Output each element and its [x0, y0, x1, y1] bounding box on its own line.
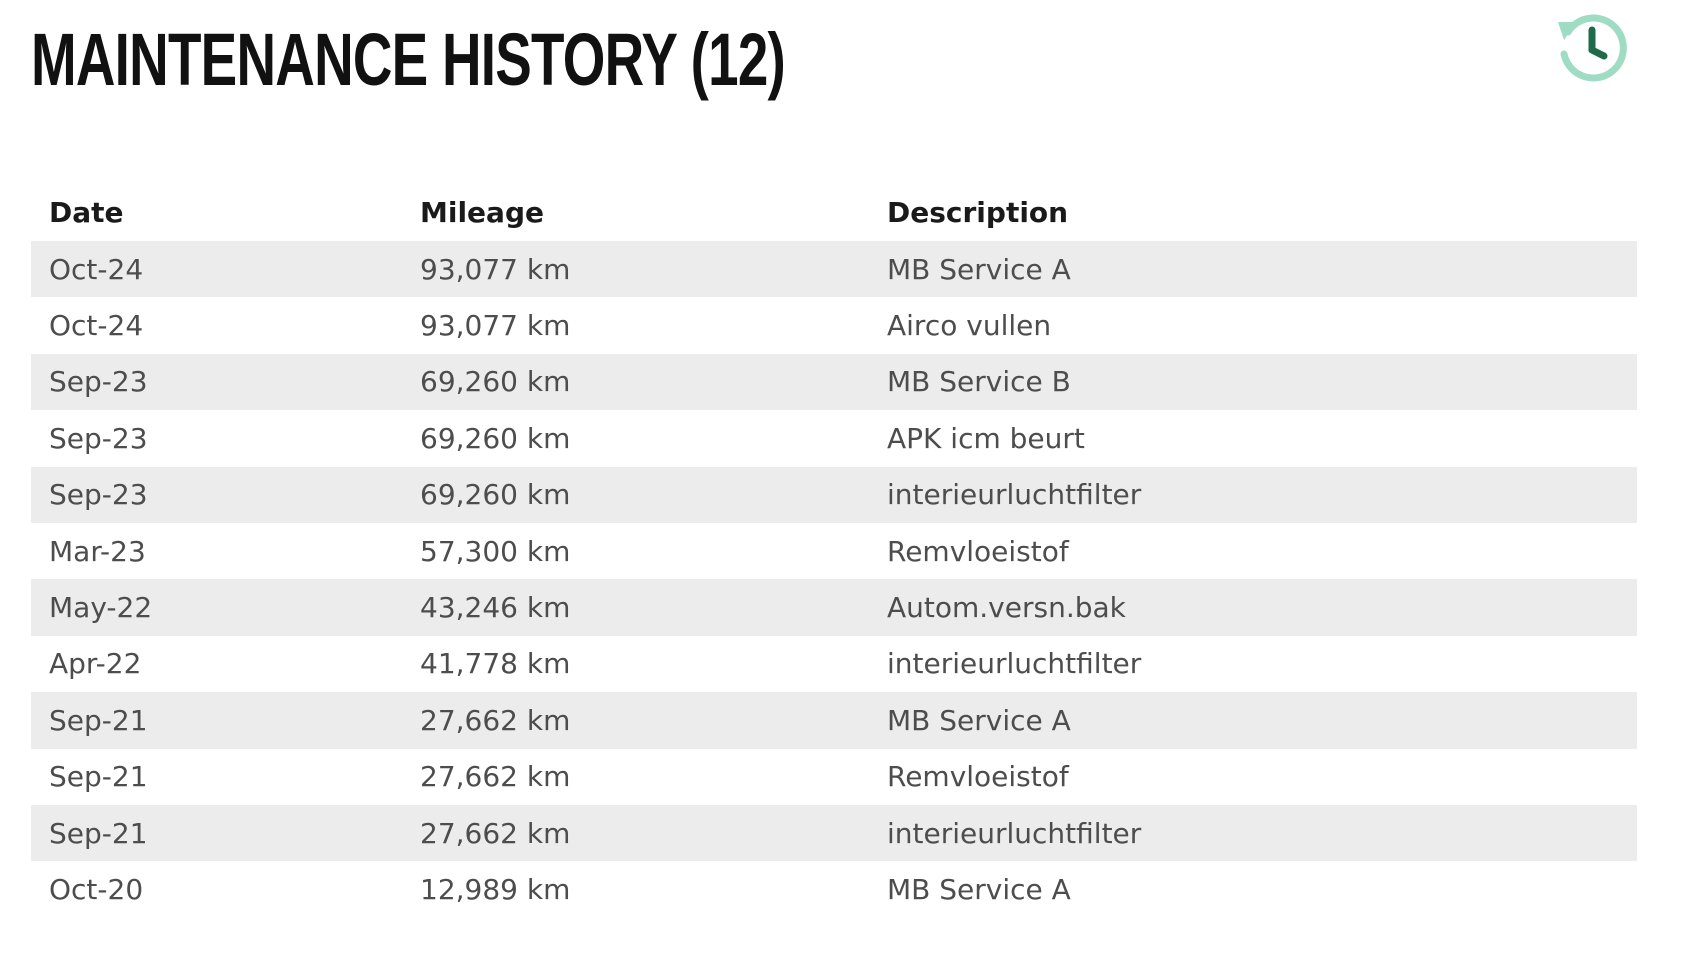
cell-description: MB Service A: [887, 241, 1637, 297]
cell-date: Sep-23: [31, 354, 420, 410]
table-row[interactable]: [31, 297, 1637, 353]
cell-mileage: 43,246 km: [420, 579, 887, 635]
table-row[interactable]: [31, 354, 1637, 410]
cell-mileage: 69,260 km: [420, 467, 887, 523]
page-title: MAINTENANCE HISTORY (12): [31, 18, 786, 101]
cell-description: interieurluchtfilter: [887, 467, 1637, 523]
cell-mileage: 93,077 km: [420, 309, 571, 343]
cell-description: interieurluchtfilter: [887, 805, 1637, 861]
cell-date: Sep-23: [49, 421, 148, 455]
cell-description: MB Service A: [887, 692, 1637, 748]
history-icon-graphic: [1552, 8, 1632, 88]
cell-mileage: 69,260 km: [420, 354, 887, 410]
table-header-row: [31, 183, 1637, 241]
cell-date: Oct-20: [49, 872, 144, 906]
cell-date: Mar-23: [49, 534, 146, 568]
maintenance-history-table: [31, 183, 1637, 918]
table-row[interactable]: [31, 410, 1637, 466]
column-header-date[interactable]: Date: [49, 195, 124, 229]
column-header-mileage[interactable]: Mileage: [420, 195, 544, 229]
table-body: [31, 241, 1637, 918]
table-row[interactable]: [31, 805, 1637, 861]
cell-description: interieurluchtfilter: [887, 647, 1142, 681]
table-row[interactable]: [31, 692, 1637, 748]
cell-description: MB Service A: [887, 872, 1071, 906]
cell-description: Autom.versn.bak: [887, 579, 1637, 635]
cell-date: May-22: [31, 579, 420, 635]
cell-mileage: 57,300 km: [420, 534, 571, 568]
cell-description: APK icm beurt: [887, 421, 1085, 455]
cell-date: Sep-21: [31, 805, 420, 861]
table-row[interactable]: [31, 579, 1637, 635]
cell-mileage: 27,662 km: [420, 760, 571, 794]
cell-date: Sep-21: [31, 692, 420, 748]
table-row[interactable]: [31, 861, 1637, 917]
cell-date: Apr-22: [49, 647, 142, 681]
cell-date: Oct-24: [31, 241, 420, 297]
cell-mileage: 93,077 km: [420, 241, 887, 297]
cell-mileage: 12,989 km: [420, 872, 571, 906]
cell-mileage: 27,662 km: [420, 805, 887, 861]
table-row[interactable]: [31, 749, 1637, 805]
cell-description: Remvloeistof: [887, 534, 1069, 568]
table-row[interactable]: [31, 467, 1637, 523]
cell-description: Remvloeistof: [887, 760, 1069, 794]
cell-mileage: 27,662 km: [420, 692, 887, 748]
cell-date: Sep-21: [49, 760, 148, 794]
table-row[interactable]: [31, 636, 1637, 692]
column-header-description[interactable]: Description: [887, 195, 1069, 229]
cell-description: MB Service B: [887, 354, 1637, 410]
cell-mileage: 41,778 km: [420, 647, 571, 681]
cell-date: Oct-24: [49, 309, 144, 343]
cell-description: Airco vullen: [887, 309, 1052, 343]
history-icon[interactable]: [1552, 8, 1632, 88]
table-row[interactable]: [31, 523, 1637, 579]
cell-mileage: 69,260 km: [420, 421, 571, 455]
cell-date: Sep-23: [31, 467, 420, 523]
table-row[interactable]: [31, 241, 1637, 297]
